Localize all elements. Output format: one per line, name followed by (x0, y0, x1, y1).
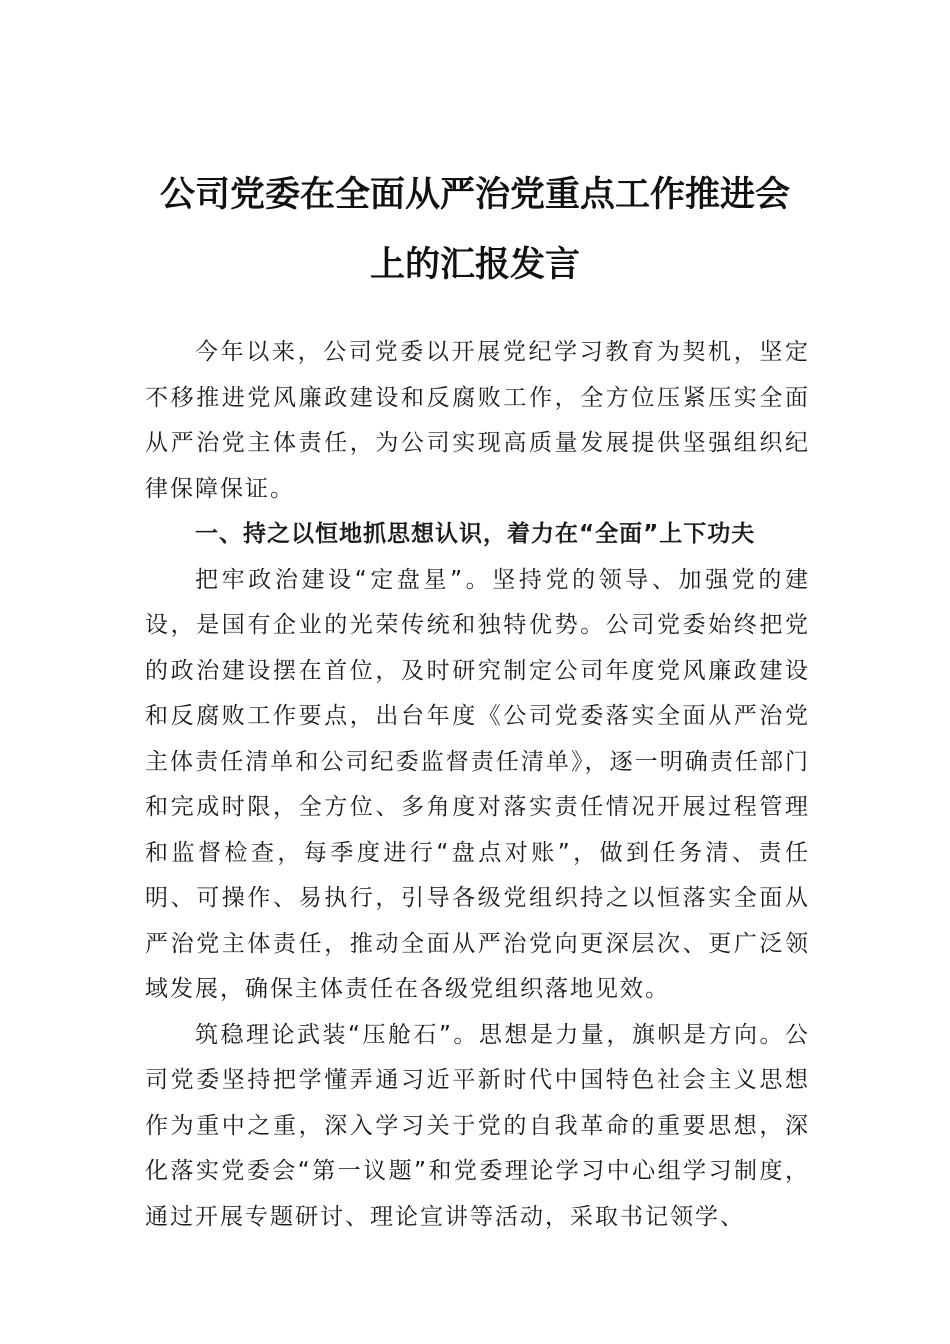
body-paragraph-2: 筑稳理论武装“压舱石”。思想是力量，旗帜是方向。公司党委坚持把学懂弄通习近平新时代中国特色社会主义思想作为重中之重，深入学习关于党的自我革命的重要思想，深化落实党委会“第一议题”和党委理论学习中心组学习制度，通过开展专题研讨、理论宣讲等活动，采取书记领学、 (145, 1021, 810, 1230)
body-paragraph-1: 把牢政治建设“定盘星”。坚持党的领导、加强党的建设，是国有企业的光荣传统和独特优势。公司党委始终把党的政治建设摆在首位，及时研究制定公司年度党风廉政建设和反腐败工作要点，出台年度《公司党委落实全面从严治党主体责任清单和公司纪委监督责任清单》，逐一明确责任部门和完成时限，全方位、多角度对落实责任情况开展过程管理和监督检查，每季度进行“盘点对账”，做到任务清、责任明、可操作、易执行，引导各级党组织持之以恒落实全面从严治党主体责任，推动全面从严治党向更深层次、更广泛领域发展，确保主体责任在各级党组织落地见效。 (145, 566, 810, 1002)
section-heading-1: 一、持之以恒地抓思想认识，着力在“全面”上下功夫 (195, 521, 756, 547)
document-title (100, 160, 850, 300)
intro-paragraph: 今年以来，公司党委以开展党纪学习教育为契机，坚定不移推进党风廉政建设和反腐败工作，全方位压紧压实全面从严治党主体责任，为公司实现高质量发展提供坚强组织纪律保障保证。 (145, 339, 810, 502)
title-line-1: 公司党委在全面从严治党重点工作推进会 (159, 174, 790, 215)
document-body (145, 330, 810, 1240)
title-line-2: 上的汇报发言 (369, 244, 580, 285)
